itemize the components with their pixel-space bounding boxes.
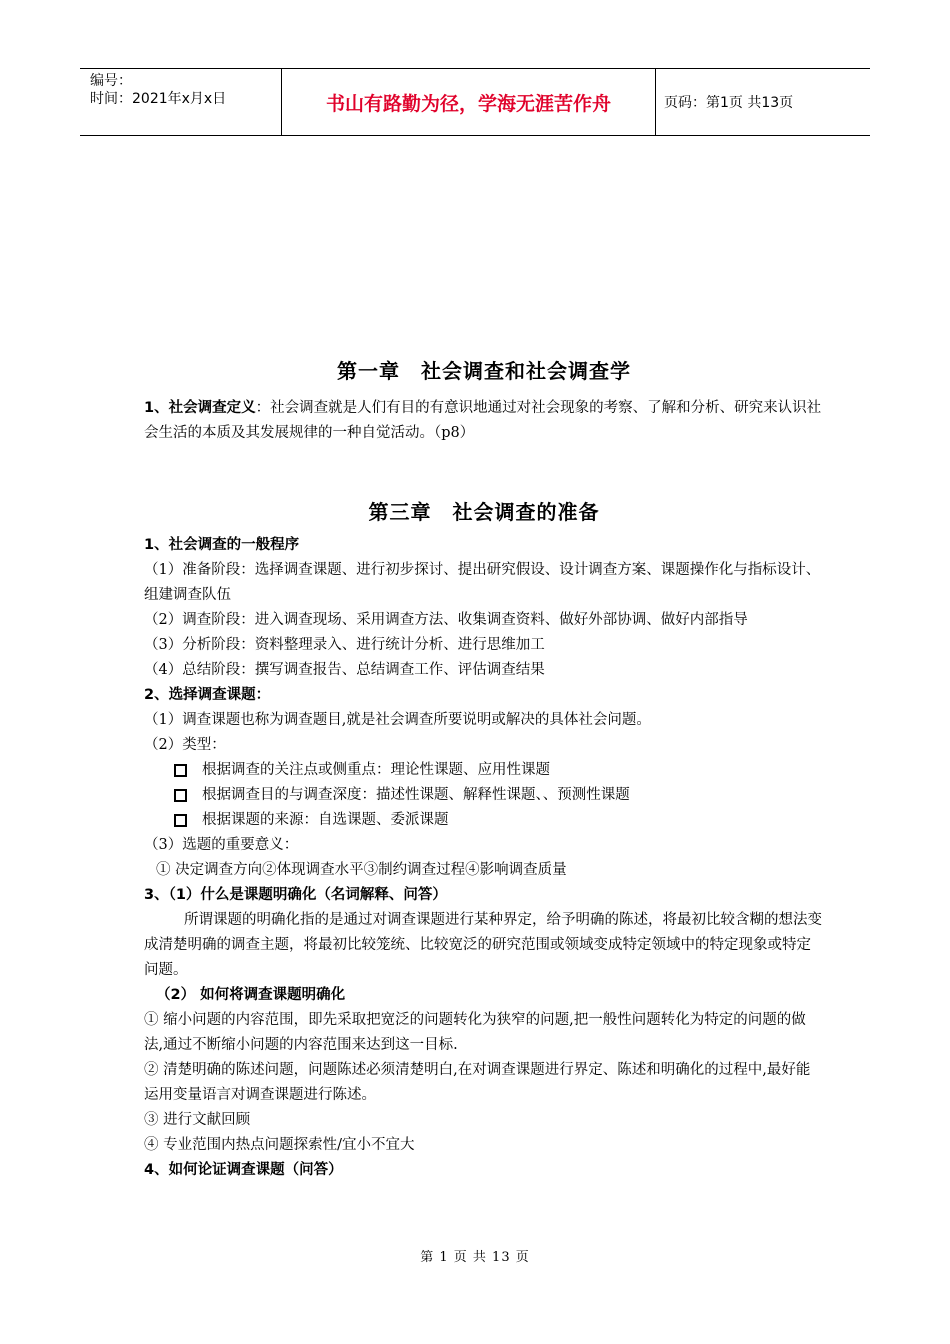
list-item: 根据调查目的与调查深度：描述性课题、解释性课题、、预测性课题: [144, 783, 824, 808]
clarification-step: ③ 进行文献回顾: [144, 1112, 251, 1128]
section-3-subheading: （2） 如何将调查课题明确化: [156, 987, 346, 1003]
clarification-step: ④ 专业范围内热点问题探索性/宜小不宜大: [144, 1137, 415, 1153]
topic-types-label: （2）类型：: [144, 737, 226, 753]
header-meta: [80, 69, 282, 135]
clarification-step: ① 缩小问题的内容范围，即先采取把宽泛的问题转化为狭窄的问题,把一般性问题转化为特定的问题的做法,通过不断缩小问题的内容范围来达到这一目标.: [144, 1012, 806, 1053]
header-motto: 书山有路勤为径，学海无涯苦作舟: [282, 69, 656, 135]
topic-significance-label: （3）选题的重要意义：: [144, 837, 299, 853]
procedure-item: （3）分析阶段：资料整理录入、进行统计分析、进行思维加工: [144, 637, 545, 653]
definition-text: ：社会调查就是人们有目的有意识地通过对社会现象的考察、了解和分析、研究来认识社会生活的本质及其发展规律的一种自觉活动。（p8）: [144, 400, 822, 441]
section-2-heading: 2、选择调查课题：: [144, 687, 271, 703]
document-number-label: 编号：: [90, 73, 132, 89]
checkbox-icon: [174, 764, 187, 777]
chapter-3-title: 第三章 社会调查的准备: [368, 500, 600, 524]
chapter-1-title: 第一章 社会调查和社会调查学: [337, 359, 631, 383]
list-item: 根据课题的来源：自选课题、委派课题: [144, 808, 824, 833]
clarification-paragraph: 所谓课题的明确化指的是通过对调查课题进行某种界定，给予明确的陈述，将最初比较含糊的想法变成清楚明确的调查主题，将最初比较笼统、比较宽泛的研究范围或领域变成特定领域中的特定现象或特定问题。: [144, 912, 822, 978]
procedure-item: （2）调查阶段：进入调查现场、采用调查方法、收集调查资料、做好外部协调、做好内部指导: [144, 612, 748, 628]
header-page-info: 页码：第1页 共13页: [664, 95, 794, 111]
chapter-1-definition: [144, 396, 824, 446]
document-header: [80, 68, 870, 136]
checkbox-icon: [174, 814, 187, 827]
section-3-heading: 3、（1）什么是课题明确化（名词解释、问答）: [144, 887, 447, 903]
document-body: [144, 355, 824, 1183]
procedure-item: （1）准备阶段：选择调查课题、进行初步探讨、提出研究假设、设计调查方案、课题操作化与指标设计、组建调查队伍: [144, 562, 821, 603]
section-1-heading: 1、社会调查的一般程序: [144, 537, 300, 553]
clarification-step: ② 清楚明确的陈述问题，问题陈述必须清楚明白,在对调查课题进行界定、陈述和明确化的过程中,最好能运用变量语言对调查课题进行陈述。: [144, 1062, 811, 1103]
section-4-heading: 4、如何论证调查课题（问答）: [144, 1162, 343, 1178]
checkbox-icon: [174, 789, 187, 802]
procedure-item: （4）总结阶段：撰写调查报告、总结调查工作、评估调查结果: [144, 662, 545, 678]
topic-significance-items: ① 决定调查方向②体现调查水平③制约调查过程④影响调查质量: [156, 862, 567, 878]
list-item: 根据调查的关注点或侧重点：理论性课题、应用性课题: [144, 758, 824, 783]
definition-label: 1、社会调查定义: [144, 400, 256, 416]
document-date: 时间：2021年x月x日: [90, 91, 227, 107]
topic-definition: （1）调查课题也称为调查题目,就是社会调查所要说明或解决的具体社会问题。: [144, 712, 651, 728]
page-footer: 第 1 页 共 13 页: [420, 1250, 530, 1265]
